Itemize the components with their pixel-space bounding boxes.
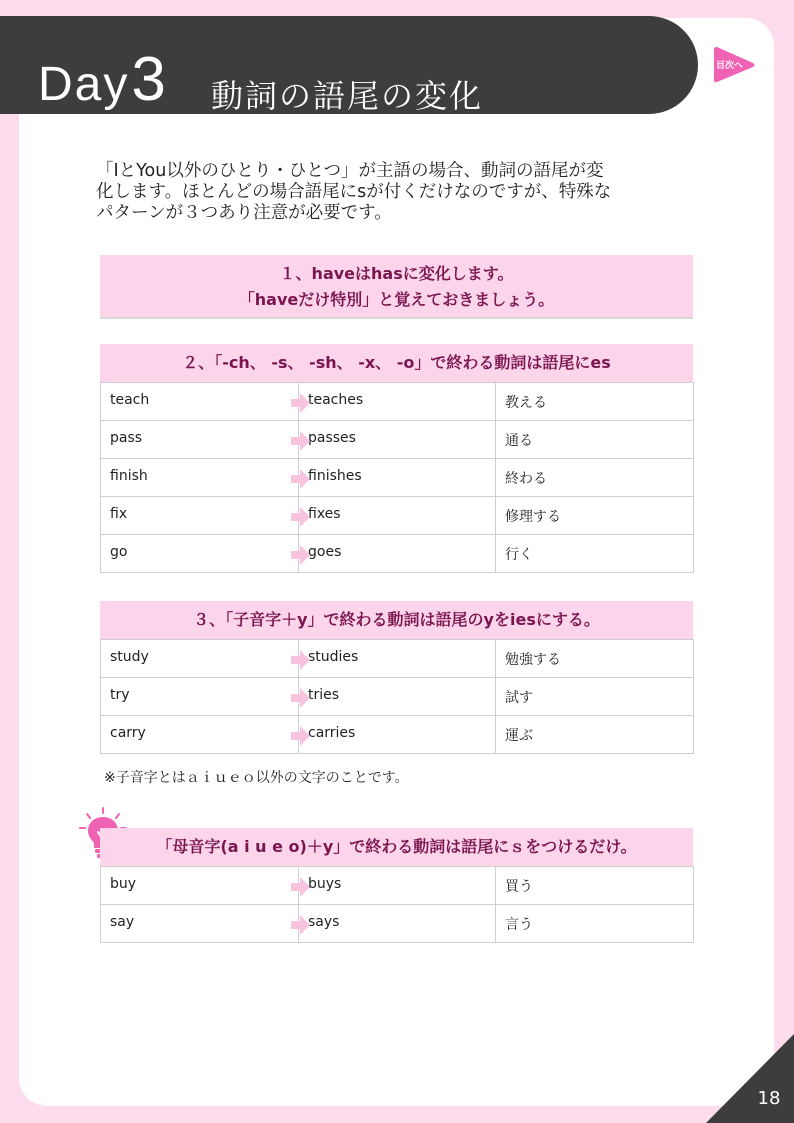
rule1-line2: 「haveだけ特別」と覚えておきましょう。 (238, 290, 555, 309)
rule1-line1: １、haveはhasに変化します。 (279, 264, 514, 283)
table-row (101, 867, 694, 905)
table-row (101, 383, 694, 421)
rule3-heading: ３、「子音字＋y」で終わる動詞は語尾のyをiesにする。 (100, 601, 693, 639)
base-form-cell: carry (101, 716, 299, 754)
tip-table (100, 866, 694, 943)
day-label (38, 44, 166, 124)
third-person-cell: says (299, 905, 496, 943)
intro-text (96, 161, 706, 224)
arrow-right-icon (289, 914, 311, 936)
base-form-cell: pass (101, 421, 299, 459)
page-corner (706, 1034, 794, 1123)
third-person-cell: tries (299, 678, 496, 716)
toc-button[interactable] (712, 45, 756, 85)
arrow-right-icon (289, 392, 311, 414)
arrow-right-icon (289, 506, 311, 528)
table-row (101, 640, 694, 678)
arrow-right-icon (289, 876, 311, 898)
meaning-cell: 買う (496, 867, 694, 905)
arrow-right-icon (289, 687, 311, 709)
meaning-cell: 教える (496, 383, 694, 421)
base-form-cell: try (101, 678, 299, 716)
rule1-box (100, 255, 693, 319)
table-row (101, 716, 694, 754)
meaning-cell: 試す (496, 678, 694, 716)
intro-line: パターンが３つあり注意が必要です。 (96, 203, 392, 223)
base-form-cell: finish (101, 459, 299, 497)
arrow-right-icon (289, 468, 311, 490)
page-number: 18 (757, 1088, 781, 1109)
third-person-cell: goes (299, 535, 496, 573)
third-person-cell: studies (299, 640, 496, 678)
intro-line: 「IとYou以外のひとり・ひとつ」が主語の場合、動詞の語尾が変 (96, 161, 604, 181)
third-person-cell: teaches (299, 383, 496, 421)
consonant-note: ※子音字とはａｉｕｅｏ以外の文字のことです。 (104, 770, 409, 786)
table-row (101, 421, 694, 459)
table-row (101, 678, 694, 716)
tip-heading: 「母音字(a i u e o)＋y」で終わる動詞は語尾にｓをつけるだけ。 (100, 828, 693, 866)
third-person-cell: finishes (299, 459, 496, 497)
arrow-right-icon (289, 725, 311, 747)
rule2-heading: ２、「-ch、 -s、 -sh、 -x、 -o」で終わる動詞は語尾にes (100, 344, 693, 382)
page-title: 動詞の語尾の変化 (211, 77, 484, 115)
arrow-right-icon (289, 430, 311, 452)
page-header (0, 16, 698, 114)
base-form-cell: say (101, 905, 299, 943)
meaning-cell: 運ぶ (496, 716, 694, 754)
meaning-cell: 修理する (496, 497, 694, 535)
table-row (101, 459, 694, 497)
meaning-cell: 勉強する (496, 640, 694, 678)
table-row (101, 535, 694, 573)
third-person-cell: passes (299, 421, 496, 459)
base-form-cell: study (101, 640, 299, 678)
third-person-cell: carries (299, 716, 496, 754)
meaning-cell: 言う (496, 905, 694, 943)
rule2-table (100, 382, 694, 573)
base-form-cell: buy (101, 867, 299, 905)
third-person-cell: fixes (299, 497, 496, 535)
base-form-cell: fix (101, 497, 299, 535)
meaning-cell: 通る (496, 421, 694, 459)
third-person-cell: buys (299, 867, 496, 905)
meaning-cell: 行く (496, 535, 694, 573)
table-row (101, 905, 694, 943)
arrow-right-icon (289, 649, 311, 671)
rule3-table (100, 639, 694, 754)
intro-line: 化します。ほとんどの場合語尾にsが付くだけなのですが、特殊な (96, 182, 612, 202)
base-form-cell: go (101, 535, 299, 573)
table-row (101, 497, 694, 535)
day-word: Day (38, 58, 130, 111)
meaning-cell: 終わる (496, 459, 694, 497)
toc-label: 目次へ (716, 61, 744, 71)
day-number: 3 (131, 45, 166, 114)
arrow-right-icon (289, 544, 311, 566)
base-form-cell: teach (101, 383, 299, 421)
